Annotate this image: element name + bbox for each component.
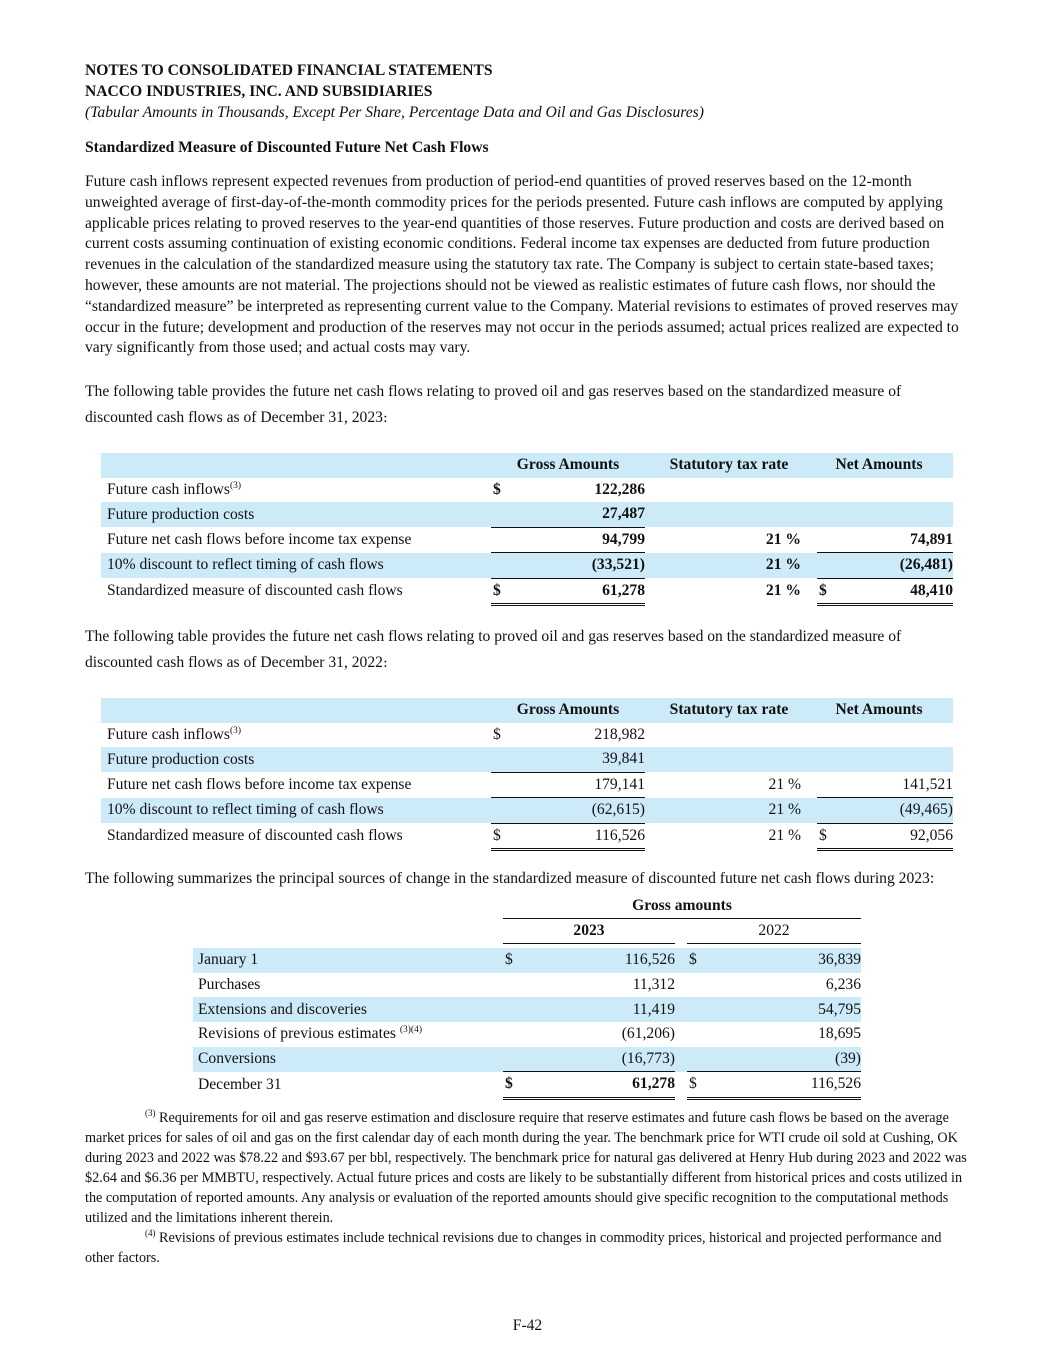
footnote-marker: (4): [145, 1227, 156, 1238]
row-label-text: Revisions of previous estimates: [198, 1025, 400, 1043]
dollar-sign: [503, 997, 525, 1022]
dollar-sign: [817, 502, 839, 527]
value-2023: 116,526: [525, 948, 675, 973]
dollar-sign: [503, 973, 525, 998]
gross-amount: 27,487: [513, 502, 645, 527]
table-row: [193, 1047, 861, 1072]
header-units-note: (Tabular Amounts in Thousands, Except Per Share, Percentage Data and Oil and Gas Disclosures): [85, 104, 704, 121]
value-2022: 36,839: [709, 948, 861, 973]
col-header-gross: Gross Amounts: [491, 453, 645, 478]
gross-amount: (33,521): [513, 553, 645, 579]
table-row: [101, 772, 953, 798]
dollar-sign: $: [491, 823, 513, 850]
dollar-sign: $: [493, 480, 501, 498]
table-row: [101, 502, 953, 527]
changes-table-intro: The following summarizes the principal sources of change in the standardized measure of discounted future net cash flows during 2023:: [85, 870, 935, 888]
tax-rate: 21 %: [675, 553, 805, 579]
value-2022: (39): [709, 1047, 861, 1072]
table-2022-header-row: [101, 698, 953, 723]
footnote-ref: (3): [230, 480, 242, 491]
dollar-sign: [817, 553, 839, 579]
table-row-total: [193, 1072, 861, 1099]
dollar-sign: [817, 798, 839, 824]
table-row: [101, 723, 953, 748]
value-2023: 61,278: [525, 1072, 675, 1099]
row-label: [101, 823, 491, 850]
changes-group-header-row: [193, 894, 861, 919]
row-label-text: Future production costs: [107, 750, 255, 768]
document-page: [85, 60, 970, 1268]
value-2023: (61,206): [621, 1025, 675, 1043]
gross-amount: (62,615): [513, 798, 645, 824]
value-2023: 11,312: [632, 976, 675, 994]
net-amount: (26,481): [839, 553, 953, 579]
row-label: [101, 502, 491, 527]
footnote-3: [85, 1108, 970, 1228]
row-label: Extensions and discoveries: [193, 997, 503, 1022]
header-company-name: NACCO INDUSTRIES, INC. AND SUBSIDIARIES: [85, 83, 433, 100]
row-label-text: Future cash inflows: [107, 725, 230, 743]
dollar-sign: [687, 973, 709, 998]
dollar-sign: $: [817, 578, 839, 605]
gross-amount: 116,526: [513, 823, 645, 850]
header-blank: [101, 453, 491, 478]
col-header-rate: Statutory tax rate: [645, 453, 805, 478]
dollar-sign: $: [493, 725, 501, 743]
col-header-rate: Statutory tax rate: [645, 698, 805, 723]
dollar-sign: [687, 1047, 709, 1072]
dollar-sign: $: [503, 948, 525, 973]
value-2022: 6,236: [825, 976, 861, 994]
table-2022: [101, 698, 953, 851]
dollar-sign: $: [687, 948, 709, 973]
col-header-gross: Gross Amounts: [491, 698, 645, 723]
dollar-sign: [817, 478, 839, 503]
dollar-sign: $: [491, 578, 513, 605]
net-amount: 74,891: [910, 530, 953, 548]
table-row: [193, 973, 861, 998]
dollar-sign: [817, 747, 839, 772]
col-header-2022: 2022: [687, 919, 861, 944]
value-2023: 11,419: [525, 997, 675, 1022]
gross-amount: 122,286: [594, 480, 645, 498]
net-amount: [839, 502, 953, 527]
header-blank: [101, 698, 491, 723]
dollar-sign: [491, 553, 513, 579]
dollar-sign: [491, 502, 513, 527]
row-label: January 1: [193, 948, 503, 973]
row-label-text: Standardized measure of discounted cash flows: [107, 827, 403, 845]
dollar-sign: [491, 772, 513, 798]
dollar-sign: [817, 527, 839, 553]
footnote-ref: (3): [230, 725, 242, 736]
row-label: [101, 747, 491, 772]
row-label-text: Future net cash flows before income tax expense: [107, 775, 412, 793]
dollar-sign: [687, 1022, 709, 1047]
table-row: [101, 553, 953, 579]
col-header-net: Net Amounts: [805, 453, 953, 478]
gross-amount: 179,141: [513, 772, 645, 798]
table-2022-wrap: [85, 698, 970, 851]
table-row: [101, 478, 953, 503]
row-label: [101, 478, 491, 503]
row-label-text: Future net cash flows before income tax expense: [107, 530, 412, 548]
gross-amount: 61,278: [513, 578, 645, 605]
col-group-header: Gross amounts: [503, 894, 861, 919]
dollar-sign: [817, 723, 839, 748]
gross-amount: 94,799: [513, 527, 645, 553]
table-2022-intro-colon: :: [382, 655, 388, 672]
tax-rate: 21 %: [765, 582, 801, 600]
table-row-total: [101, 823, 953, 850]
row-label: [101, 578, 491, 605]
table-2023-intro: [85, 379, 970, 431]
net-amount: 141,521: [902, 775, 953, 793]
dollar-sign: [503, 1022, 525, 1047]
footnote-marker: (3): [145, 1107, 156, 1118]
row-label: [101, 798, 491, 824]
table-2022-intro-text: The following table provides the future net cash flows relating to proved oil and gas reserves based on the standardized measure of discounted cash flows as of December 31, 2022: [85, 628, 902, 672]
footnote-text: Revisions of previous estimates include technical revisions due to changes in commodity prices, historical and projected performance and other factors.: [85, 1229, 942, 1266]
dollar-sign: [503, 1047, 525, 1072]
row-label: [101, 723, 491, 748]
header-notes-title: NOTES TO CONSOLIDATED FINANCIAL STATEMENTS: [85, 62, 493, 79]
footnote-ref: (3)(4): [399, 1025, 422, 1036]
table-2023-wrap: [85, 453, 970, 606]
value-2022: 18,695: [818, 1025, 861, 1043]
table-2023-header-row: [101, 453, 953, 478]
table-row: [193, 997, 861, 1022]
dollar-sign: [491, 747, 513, 772]
table-2023: [101, 453, 953, 606]
table-row: [101, 798, 953, 824]
tax-rate: 21 %: [675, 798, 805, 824]
net-amount: (49,465): [839, 798, 953, 824]
page-number: F-42: [512, 1317, 543, 1334]
row-label-text: Future cash inflows: [107, 480, 230, 498]
tax-rate: 21 %: [768, 775, 801, 793]
dollar-sign: [687, 997, 709, 1022]
row-label-text: 10% discount to reflect timing of cash flows: [107, 801, 384, 819]
section-title: Standardized Measure of Discounted Future Net Cash Flows: [85, 139, 489, 156]
row-label: [193, 1022, 503, 1047]
table-2023-intro-text: The following table provides the future net cash flows relating to proved oil and gas reserves based on the standardized measure of discounted cash flows as of December 31, 2023: [85, 383, 902, 427]
table-row: [101, 747, 953, 772]
net-amount: 48,410: [839, 578, 953, 605]
row-label-text: 10% discount to reflect timing of cash flows: [107, 556, 384, 574]
row-label: [101, 772, 491, 798]
changes-table: [193, 894, 861, 1100]
tax-rate: [675, 747, 805, 772]
table-row-total: [101, 578, 953, 605]
dollar-sign: $: [817, 823, 839, 850]
value-2022: 54,795: [709, 997, 861, 1022]
dollar-sign: [491, 798, 513, 824]
net-amount: [839, 723, 953, 748]
footnote-4: [85, 1228, 970, 1268]
tax-rate: [675, 723, 805, 748]
changes-year-header-row: [193, 919, 861, 944]
row-label: [101, 553, 491, 579]
net-amount: 92,056: [839, 823, 953, 850]
tax-rate: 21 %: [768, 827, 801, 845]
col-header-2023: 2023: [503, 919, 675, 944]
table-row: [193, 948, 861, 973]
row-label: December 31: [198, 1075, 282, 1093]
dollar-sign: $: [503, 1072, 525, 1099]
table-2023-intro-colon: :: [382, 410, 388, 427]
value-2022: 116,526: [709, 1072, 861, 1099]
table-row: [193, 1022, 861, 1047]
dollar-sign: [817, 772, 839, 798]
tax-rate: 21 %: [765, 530, 801, 548]
net-amount: [839, 747, 953, 772]
col-header-net: Net Amounts: [805, 698, 953, 723]
row-label-text: Future production costs: [107, 505, 255, 523]
body-paragraph: Future cash inflows represent expected revenues from production of period-end quantities of proved reserves based on the 12-month unweighted average of first-day-of-the-month commodity prices for the periods presented. Future cash inflows are computed by applying applicable prices relating to proved reserves to the year-end quantities of those reserves. Future production and costs are derived based on current costs assuming continuation of existing economic conditions. Federal income tax expenses are deducted from future production revenues in the calculation of the standardized measure using the statutory tax rate. The Company is subject to certain state-based taxes; however, these amounts are not material. The projections should not be viewed as realistic estimates of future cash flows, nor should the “standardized measure” be interpreted as representing current value to the Company. Material revisions to estimates of proved reserves may occur in the future; development and production of the reserves may not occur in the periods assumed; actual prices realized are expected to vary significantly from those used; and actual costs may vary.: [85, 173, 959, 357]
table-row: [101, 527, 953, 553]
value-2023: (16,773): [525, 1047, 675, 1072]
row-label: [101, 527, 491, 553]
gross-amount: 218,982: [594, 725, 645, 743]
tax-rate: [675, 502, 805, 527]
row-label: Purchases: [198, 976, 261, 994]
row-label-text: Standardized measure of discounted cash flows: [107, 582, 403, 600]
dollar-sign: $: [687, 1072, 709, 1099]
footnote-text: Requirements for oil and gas reserve estimation and disclosure require that reserve estimates and future cash flows be based on the average market prices for sales of oil and gas on the first calendar day of each month during the year. The benchmark price for WTI crude oil sold at Cushing, OK during 2023 and 2022 was $78.22 and $93.67 per bbl, respectively. The benchmark price for natural gas delivered at Henry Hub during 2023 and 2022 was $2.64 and $6.36 per MMBTU, respectively. Actual future prices and costs are likely to be substantially different from historical prices and costs utilized in the computation of reported amounts. Any analysis or evaluation of the reported amounts should give specific recognition to the computational methods utilized and the limitations inherent therein.: [85, 1109, 967, 1226]
dollar-sign: [491, 527, 513, 553]
table-2022-intro: [85, 624, 970, 676]
tax-rate: [675, 478, 805, 503]
gross-amount: 39,841: [513, 747, 645, 772]
row-label: Conversions: [193, 1047, 503, 1072]
net-amount: [839, 478, 953, 503]
